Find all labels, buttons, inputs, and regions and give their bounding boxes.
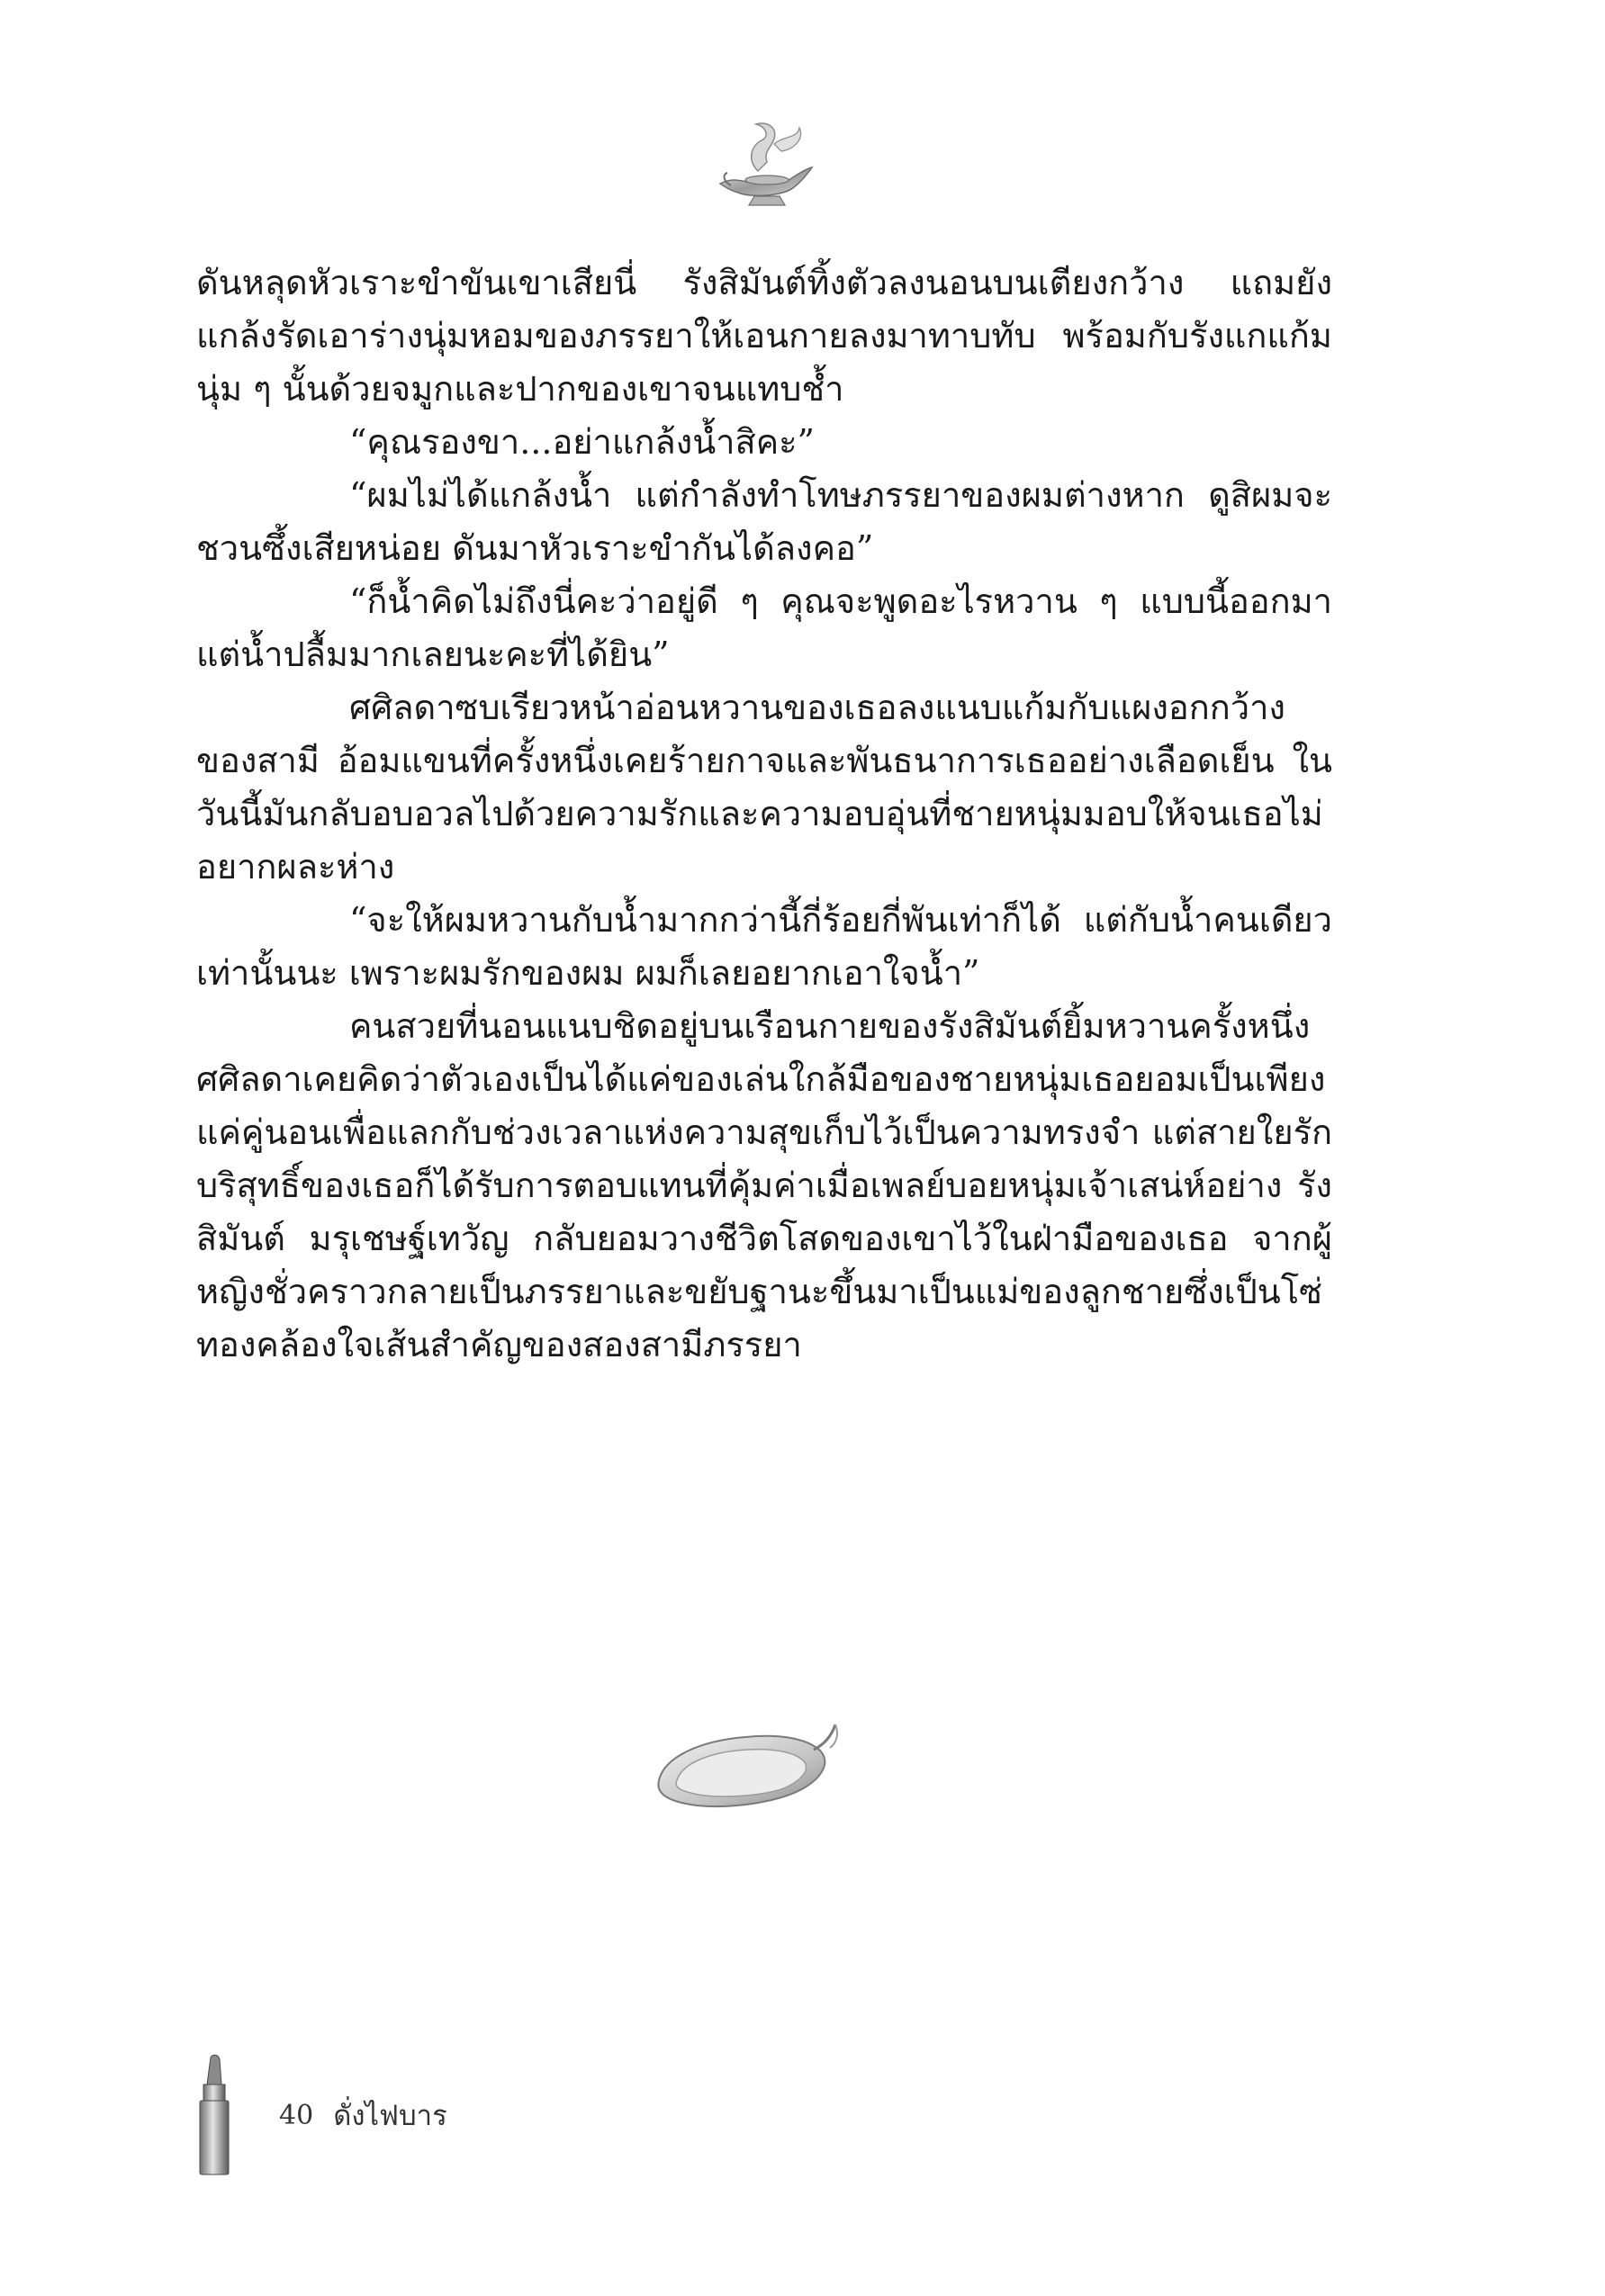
paragraph-7: คนสวยที่นอนแนบชิดอยู่บนเรือนกายของรังสิมันต์ยิ้มหวานครั้งหนึ่งศศิลดาเคยคิดว่าตัวเองเป็นได้แค่ของเล่นใกล้มือของชายหนุ่มเธอยอมเป็นเพียงแค่คู่นอนเพื่อแลกกับช่วงเวลาแห่งความสุขเก็บไว้เป็นความทรงจำ แต่สายใยรักบริสุทธิ์ของเธอก็ได้รับการตอบแทนที่คุ้มค่าเมื่อเพลย์บอยหนุ่มเจ้าเสน่ห์อย่าง รังสิมันต์ มรุเชษฐ์เทวัญ กลับยอมวางชีวิตโสดของเขาไว้ในฝ่ามือของเธอ จากผู้หญิงชั่วคราวกลายเป็นภรรยาและขยับฐานะขึ้นมาเป็นแม่ของลูกชายซึ่งเป็นโซ่ทองคล้องใจเส้นสำคัญของสองสามีภรรยา bbox=[196, 1006, 1332, 1364]
body-text bbox=[196, 257, 1332, 1372]
running-title: ดั่งไฟบาร bbox=[333, 2100, 447, 2132]
paragraph-4: “ก็น้ำคิดไม่ถึงนี่คะว่าอยู่ดี ๆ คุณจะพูดอะไรหวาน ๆ แบบนี้ออกมา แต่น้ำปลื้มมากเลยนะคะที่ได้ยิน” bbox=[196, 581, 1332, 674]
lipstick-icon bbox=[194, 2052, 234, 2178]
mirror-icon bbox=[646, 1708, 866, 1816]
paragraph-2: “คุณรองขา...อย่าแกล้งน้ำสิคะ” bbox=[349, 422, 815, 462]
paragraph-6: “จะให้ผมหวานกับน้ำมากกว่านี้กี่ร้อยกี่พันเท่าก็ได้ แต่กับน้ำคนเดียวเท่านั้นนะ เพราะผมรักของผม ผมก็เลยอยากเอาใจน้ำ” bbox=[196, 900, 1332, 993]
genie-lamp-icon bbox=[711, 108, 819, 216]
paragraph-3: “ผมไม่ได้แกล้งน้ำ แต่กำลังทำโทษภรรยาของผมต่างหาก ดูสิผมจะชวนซึ้งเสียหน่อย ดันมาหัวเราะขำกันได้ลงคอ” bbox=[196, 475, 1332, 568]
paragraph-5: ศศิลดาซบเรียวหน้าอ่อนหวานของเธอลงแนบแก้มกับแผงอกกว้างของสามี อ้อมแขนที่ครั้งหนึ่งเคยร้ายกาจและพันธนาการเธออย่างเลือดเย็น ในวันนี้มันกลับอบอวลไปด้วยความรักและความอบอุ่นที่ชายหนุ่มมอบให้จนเธอไม่อยากผละห่าง bbox=[196, 688, 1332, 887]
page-number: 40 bbox=[279, 2099, 314, 2131]
paragraph-1: ดันหลุดหัวเราะขำขันเขาเสียนี่ รังสิมันต์ทิ้งตัวลงนอนบนเตียงกว้าง แถมยังแกล้งรัดเอาร่างนุ่มหอมของภรรยาให้เอนกายลงมาทาบทับ พร้อมกับรังแกแก้มนุ่ม ๆ นั้นด้วยจมูกและปากของเขาจนแทบช้ำ bbox=[196, 263, 1332, 409]
page-footer bbox=[194, 2052, 447, 2178]
